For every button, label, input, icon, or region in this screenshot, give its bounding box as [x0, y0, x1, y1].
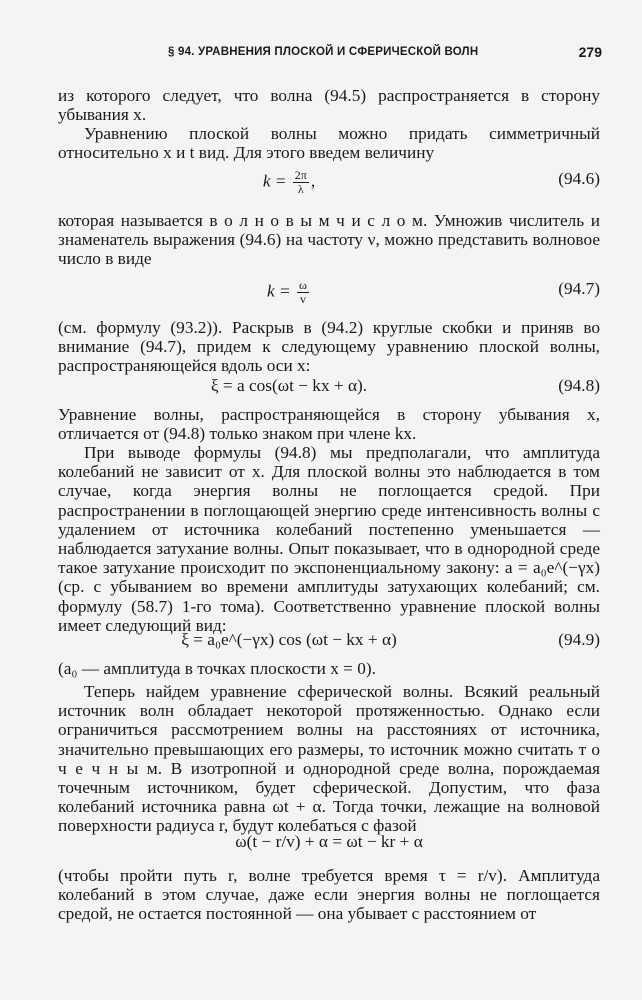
paragraph-8 [58, 682, 600, 836]
paragraph-5-text: Уравнение волны, распространяющейся в сторону убывания x, отличается от (94.8) только знаком при члене kx. [58, 405, 600, 444]
denominator: v [299, 292, 306, 306]
equation-94-6-label: (94.6) [558, 169, 600, 188]
paragraph-7 [58, 659, 600, 678]
equation-94-9 [58, 630, 600, 660]
equation-94-6-body [58, 169, 520, 196]
equation-spherical-phase-body: ω(t − r/v) + α = ωt − kr + α [235, 832, 423, 851]
equation-94-7-body [58, 279, 520, 306]
fraction [297, 279, 309, 306]
equation-94-7-label: (94.7) [558, 279, 600, 298]
equation-94-6-lhs: k = [262, 171, 291, 191]
equation-94-8 [58, 376, 600, 406]
paragraph-9-text: (чтобы пройти путь r, волне требуется время τ = r/v). Амплитуда колебаний в этом случае, даже если энергия волны не поглощается средой, не остается постоянной — она убывает с расстоянием от [58, 866, 600, 924]
paragraph-3-text: которая называется в о л н о в ы м ч и с л о м. Умножив числитель и знаменатель выражения (94.6) на частоту ν, можно представить волновое число в виде [58, 211, 600, 269]
page-header [60, 44, 602, 66]
paragraph-8-text: Теперь найдем уравнение сферической волны. Всякий реальный источник волн обладает некоторой протяженностью. Однако если ограничиться рассмотрением волны на расстояниях от источника, значительно превышающих его размеры, то источник можно считать т о ч е ч н ы м. В изотропной и однородной среде волна, порождаемая точечным источником, будет сферической. Допустим, что фаза колебаний источника равна ωt + α. Тогда точки, лежащие на волновой поверхности радиуса r, будут колебаться с фазой [58, 682, 600, 836]
numerator: 2π [294, 168, 307, 182]
paragraph-6 [58, 443, 600, 635]
equation-94-9-body: ξ = a₀e^(−γx) cos (ωt − kx + α) [181, 630, 397, 649]
paragraph-4-text: (см. формулу (93.2)). Раскрыв в (94.2) круглые скобки и приняв во внимание (94.7), придем к следующему уравнению плоской волны, распространяющейся вдоль оси x: [58, 318, 600, 376]
paragraph-4 [58, 318, 600, 376]
paragraph-7-text: (a₀ — амплитуда в точках плоскости x = 0). [58, 659, 376, 678]
equation-94-6-tail: , [310, 171, 316, 191]
equation-94-8-label: (94.8) [558, 376, 600, 395]
page-number: 279 [578, 44, 602, 60]
paragraph-1-text: из которого следует, что волна (94.5) распространяется в сторону убывания x. [58, 86, 600, 125]
paragraph-6-text: При выводе формулы (94.8) мы предполагали, что амплитуда колебаний не зависит от x. Для плоской волны это наблюдается в том случае, когда энергия волны не поглощается средой. При распространении в поглощающей энергию среде интенсивность волны с удалением от источника колебаний постепенно уменьшается — наблюдается затухание волны. Опыт показывает, что в однородной среде такое затухание происходит по экспоненциальному закону: a = a₀e^(−γx) (ср. с убыванием во времени амплитуды затухающих колебаний; см. формулу (58.7) 1-го тома). Соответственно уравнение плоской волны имеет следующий вид: [58, 443, 600, 635]
paragraph-3 [58, 211, 600, 269]
denominator: λ [297, 182, 304, 196]
equation-94-6 [58, 169, 600, 199]
paragraph-5 [58, 405, 600, 443]
equation-94-8-body: ξ = a cos(ωt − kx + α). [210, 376, 368, 395]
equation-94-9-label: (94.9) [558, 630, 600, 649]
fraction [293, 169, 309, 196]
equation-94-7 [58, 279, 600, 309]
paragraph-2-text: Уравнению плоской волны можно придать симметричный относительно x и t вид. Для этого введем величину [58, 124, 600, 163]
paragraph-2 [58, 124, 600, 162]
paragraph-9 [58, 866, 600, 924]
running-title: § 94. УРАВНЕНИЯ ПЛОСКОЙ И СФЕРИЧЕСКОЙ ВОЛН [168, 46, 479, 58]
equation-94-7-lhs: k = [267, 281, 296, 301]
equation-spherical-phase [58, 832, 600, 862]
paragraph-1 [58, 86, 600, 124]
numerator: ω [299, 278, 307, 292]
